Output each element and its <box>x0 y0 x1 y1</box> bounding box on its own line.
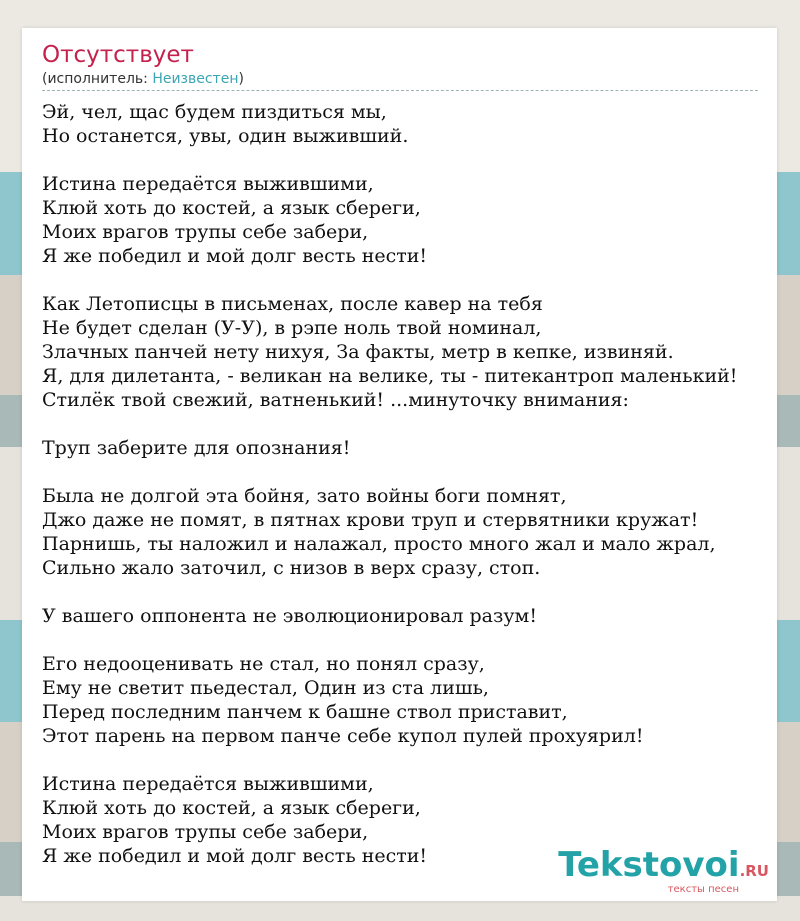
artist-link[interactable]: Неизвестен <box>152 71 239 87</box>
artist-line <box>42 71 758 91</box>
artist-suffix: ) <box>238 71 244 87</box>
artist-prefix: (исполнитель: <box>42 71 153 87</box>
logo-tld-text: .RU <box>739 862 769 880</box>
lyrics-text: Эй, чел, щас будем пиздиться мы, Но останется, увы, один выживший. Истина передаётся выжившими, Клюй хоть до костей, а язык сбереги, Моих врагов трупы себе забери, Я же победил и мой долг весть нести! Как Летописцы в письменах, после кавер на тебя Не будет сделан (У-У), в рэпе ноль твой номинал, Злачных панчей нету нихуя, За факты, метр в кепке, извиняй. Я, для дилетанта, - великан на велике, ты - питекантроп маленький! Стилёк твой свежий, ватненький! ...минуточку внимания: Труп заберите для опознания! Была не долгой эта бойня, зато войны боги помнят, Джо даже не помят, в пятнах крови труп и стервятники кружат! Парнишь, ты наложил и налажал, просто много жал и мало жрал, Сильно жало заточил, с низов в верх сразу, стоп. У вашего оппонента не эволюционировал разум! Его недооценивать не стал, но понял сразу, Ему не светит пьедестал, Один из ста лишь, Перед последним панчем к башне ствол приставит, Этот парень на первом панче себе купол пулей прохуярил! Истина передаётся выжившими, Клюй хоть до костей, а язык сбереги, Моих врагов трупы себе забери, Я же победил и мой долг весть нести! <box>42 101 738 867</box>
song-title: Отсутствует <box>42 42 194 68</box>
logo-subtitle: тексты песен <box>667 884 739 895</box>
lyrics-card <box>22 28 777 901</box>
logo-main-text: Tekstovoi <box>558 845 740 885</box>
site-logo[interactable] <box>558 845 769 895</box>
